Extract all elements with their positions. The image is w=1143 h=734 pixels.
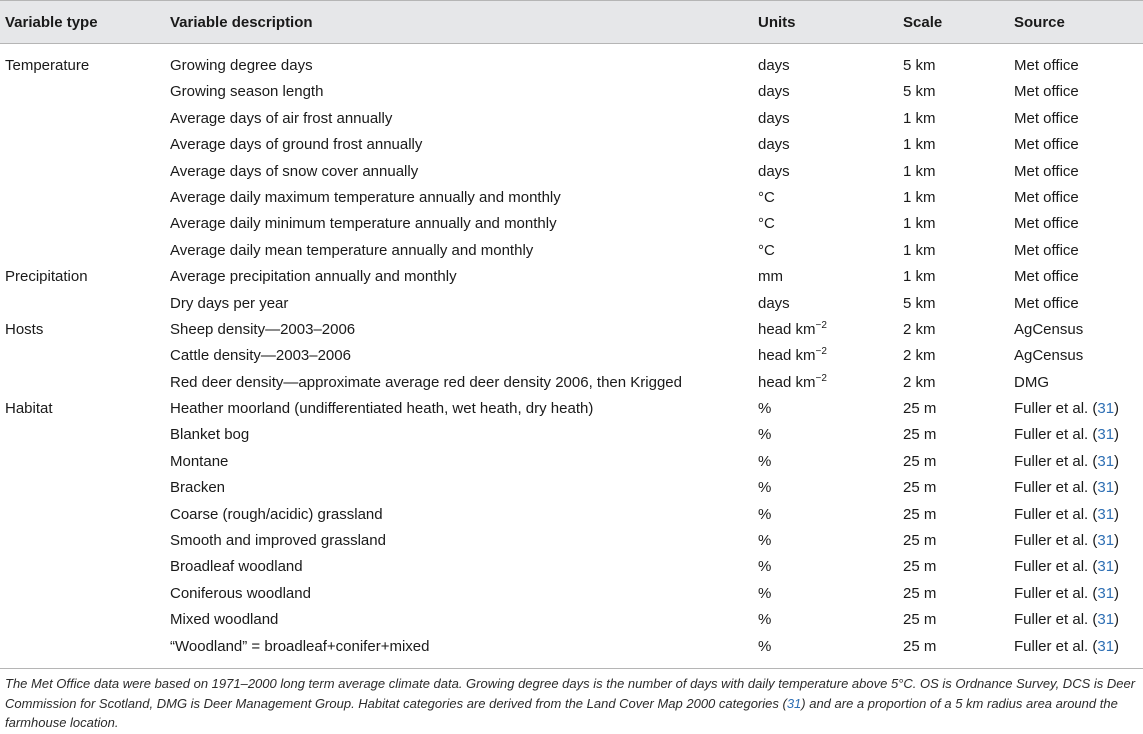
- cell-units: [758, 295, 790, 313]
- cell-source: [1014, 215, 1079, 233]
- source-citation-link[interactable]: 31: [1097, 505, 1115, 523]
- cell-units: [758, 83, 790, 101]
- source-text-end: ): [1114, 637, 1120, 655]
- cell-variable-description: Coarse (rough/acidic) grassland: [170, 505, 383, 523]
- cell-scale: 25 m: [903, 532, 937, 550]
- cell-variable-type: Temperature: [5, 57, 90, 74]
- cell-units: [758, 136, 790, 154]
- table-row: [0, 186, 1143, 212]
- cell-source: [1014, 611, 1119, 629]
- source-citation-link[interactable]: 31: [1097, 611, 1115, 629]
- cell-units: [758, 400, 771, 418]
- cell-variable-type: Precipitation: [5, 268, 88, 286]
- units-text: days: [758, 109, 790, 127]
- units-text: %: [758, 532, 772, 550]
- cell-scale: 25 m: [903, 637, 937, 655]
- header-units: Units: [758, 14, 796, 31]
- cell-units: [758, 163, 790, 181]
- cell-variable-description: Average daily mean temperature annually and monthly: [170, 241, 534, 259]
- units-text: %: [758, 426, 772, 444]
- units-text: %: [758, 584, 772, 602]
- source-text: Fuller et al. (: [1014, 558, 1098, 576]
- units-text: %: [758, 479, 772, 497]
- cell-variable-description: Average days of ground frost annually: [170, 136, 423, 154]
- cell-source: [1014, 321, 1083, 339]
- source-text: Fuller et al. (: [1014, 400, 1098, 418]
- source-citation-link[interactable]: 31: [1097, 532, 1115, 550]
- cell-variable-description: Bracken: [170, 479, 226, 497]
- source-text: Met office: [1014, 188, 1079, 206]
- units-text: °C: [758, 188, 775, 206]
- table-row: [0, 107, 1143, 133]
- units-text: °C: [758, 241, 775, 259]
- cell-scale: 1 km: [903, 162, 936, 180]
- cell-units: [758, 57, 790, 75]
- source-text: Met office: [1014, 268, 1079, 286]
- cell-scale: 2 km: [903, 347, 936, 365]
- footnote-text-end: ) and are a proportion of a 5 km radius area around the farmhouse location.: [5, 695, 1118, 730]
- table-row: [0, 582, 1143, 608]
- source-citation-link[interactable]: 31: [1097, 452, 1115, 470]
- cell-units: [758, 215, 775, 233]
- cell-scale: 5 km: [903, 57, 936, 74]
- cell-scale: 25 m: [903, 426, 937, 444]
- source-text: Fuller et al. (: [1014, 452, 1098, 470]
- source-text: Met office: [1014, 162, 1079, 180]
- source-text: Met office: [1014, 294, 1079, 312]
- table-row: [0, 423, 1143, 449]
- table-bottom-rule: [0, 668, 1143, 669]
- units-text: head km: [758, 373, 816, 391]
- cell-variable-type: Habitat: [5, 400, 53, 418]
- cell-variable-description: Red deer density—approximate average red deer density 2006, then Krigged: [170, 373, 682, 391]
- cell-source: [1014, 453, 1119, 471]
- cell-scale: 1 km: [903, 215, 936, 233]
- source-text: Fuller et al. (: [1014, 611, 1098, 629]
- cell-variable-description: Heather moorland (undifferentiated heath, wet heath, dry heath): [170, 400, 594, 418]
- table-body: [0, 44, 1143, 661]
- source-text-end: ): [1114, 452, 1120, 470]
- cell-variable-description: Blanket bog: [170, 426, 250, 444]
- units-text: days: [758, 162, 790, 180]
- units-text: days: [758, 136, 790, 154]
- source-text: Met office: [1014, 57, 1079, 74]
- source-text: Met office: [1014, 109, 1079, 127]
- cell-units: [758, 110, 790, 128]
- units-text: days: [758, 57, 790, 74]
- header-source: Source: [1014, 14, 1065, 31]
- table-row: [0, 80, 1143, 106]
- source-text: Fuller et al. (: [1014, 637, 1098, 655]
- table-row: [0, 54, 1143, 80]
- units-exponent: −2: [815, 319, 827, 331]
- source-text: Met office: [1014, 215, 1079, 233]
- cell-source: [1014, 163, 1079, 181]
- cell-variable-description: Average days of air frost annually: [170, 109, 393, 127]
- source-text: AgCensus: [1014, 347, 1084, 365]
- cell-variable-description: Average days of snow cover annually: [170, 162, 419, 180]
- cell-scale: 25 m: [903, 558, 937, 576]
- table-row: [0, 450, 1143, 476]
- source-text-end: ): [1114, 479, 1120, 497]
- source-text: Met office: [1014, 83, 1079, 101]
- cell-scale: 5 km: [903, 294, 936, 312]
- source-text: Fuller et al. (: [1014, 479, 1098, 497]
- cell-scale: 5 km: [903, 83, 936, 101]
- footnote-citation-link[interactable]: 31: [786, 695, 802, 711]
- cell-units: [758, 453, 771, 471]
- source-text: Met office: [1014, 136, 1079, 154]
- table-row: [0, 476, 1143, 502]
- cell-scale: 1 km: [903, 241, 936, 259]
- footnote-text: The Met Office data were based on 1971–2000 long term average climate data. Growing degree days is the number of days with daily temperature above 5°C. OS is Ordnance Survey, DCS is Deer Commission for Scotland, DMG is Deer Management Group. Habitat categories are derived from the Land Cover Map 2000 categories (: [5, 676, 1136, 711]
- cell-variable-description: Average daily minimum temperature annually and monthly: [170, 215, 557, 233]
- table-row: [0, 160, 1143, 186]
- cell-units: [758, 426, 771, 444]
- cell-source: [1014, 242, 1079, 260]
- cell-scale: 25 m: [903, 611, 937, 629]
- table-row: [0, 133, 1143, 159]
- source-citation-link[interactable]: 31: [1097, 584, 1115, 602]
- cell-units: [758, 374, 827, 392]
- cell-variable-description: Mixed woodland: [170, 611, 279, 629]
- source-citation-link[interactable]: 31: [1097, 400, 1115, 418]
- source-text-end: ): [1114, 532, 1120, 550]
- cell-units: [758, 189, 775, 207]
- source-citation-link[interactable]: 31: [1097, 558, 1115, 576]
- table-row: [0, 555, 1143, 581]
- cell-source: [1014, 83, 1079, 101]
- cell-variable-description: Dry days per year: [170, 294, 289, 312]
- cell-source: [1014, 400, 1119, 418]
- cell-units: [758, 268, 783, 286]
- table-row: [0, 397, 1143, 423]
- source-text-end: ): [1114, 558, 1120, 576]
- units-text: %: [758, 558, 772, 576]
- source-citation-link[interactable]: 31: [1097, 426, 1115, 444]
- cell-variable-description: Growing degree days: [170, 57, 313, 74]
- table-row: [0, 635, 1143, 661]
- source-text-end: ): [1114, 426, 1120, 444]
- cell-source: [1014, 558, 1119, 576]
- units-exponent: −2: [815, 346, 827, 358]
- cell-scale: 25 m: [903, 479, 937, 497]
- cell-units: [758, 532, 771, 550]
- cell-source: [1014, 295, 1079, 313]
- header-variable-description: Variable description: [170, 14, 313, 31]
- cell-scale: 2 km: [903, 373, 936, 391]
- source-text: DMG: [1014, 373, 1049, 391]
- cell-scale: 1 km: [903, 268, 936, 286]
- units-text: days: [758, 83, 790, 101]
- cell-source: [1014, 585, 1119, 603]
- cell-source: [1014, 532, 1119, 550]
- cell-source: [1014, 189, 1079, 207]
- cell-source: [1014, 374, 1049, 392]
- table-footnote: [5, 674, 1138, 733]
- cell-units: [758, 638, 771, 656]
- table-row: [0, 503, 1143, 529]
- cell-units: [758, 242, 775, 260]
- table-row: [0, 529, 1143, 555]
- units-text: %: [758, 400, 772, 418]
- cell-variable-description: Coniferous woodland: [170, 584, 311, 602]
- units-text: mm: [758, 268, 783, 286]
- cell-variable-description: Smooth and improved grassland: [170, 532, 386, 550]
- cell-source: [1014, 110, 1079, 128]
- cell-units: [758, 479, 771, 497]
- source-text: AgCensus: [1014, 320, 1084, 338]
- table-row: [0, 239, 1143, 265]
- units-text: head km: [758, 320, 816, 338]
- units-text: head km: [758, 347, 816, 365]
- cell-scale: 1 km: [903, 109, 936, 127]
- source-text: Fuller et al. (: [1014, 584, 1098, 602]
- units-text: °C: [758, 215, 775, 233]
- source-text: Fuller et al. (: [1014, 505, 1098, 523]
- units-text: days: [758, 294, 790, 312]
- cell-units: [758, 558, 771, 576]
- cell-variable-description: Broadleaf woodland: [170, 558, 303, 576]
- cell-variable-description: “Woodland” = broadleaf+conifer+mixed: [170, 637, 430, 655]
- source-text-end: ): [1114, 505, 1120, 523]
- source-text: Fuller et al. (: [1014, 426, 1098, 444]
- cell-units: [758, 506, 771, 524]
- source-text-end: ): [1114, 611, 1120, 629]
- cell-source: [1014, 268, 1079, 286]
- source-text-end: ): [1114, 400, 1120, 418]
- units-text: %: [758, 637, 772, 655]
- cell-source: [1014, 347, 1083, 365]
- cell-variable-description: Average daily maximum temperature annually and monthly: [170, 188, 561, 206]
- cell-variable-description: Montane: [170, 452, 229, 470]
- table-row: [0, 608, 1143, 634]
- cell-units: [758, 611, 771, 629]
- cell-variable-description: Average precipitation annually and monthly: [170, 268, 457, 286]
- source-citation-link[interactable]: 31: [1097, 637, 1115, 655]
- header-variable-type: Variable type: [5, 14, 98, 31]
- table-header: [0, 0, 1143, 44]
- cell-units: [758, 321, 827, 339]
- cell-scale: 1 km: [903, 136, 936, 154]
- units-text: %: [758, 611, 772, 629]
- source-text: Fuller et al. (: [1014, 532, 1098, 550]
- cell-source: [1014, 136, 1079, 154]
- source-citation-link[interactable]: 31: [1097, 479, 1115, 497]
- cell-units: [758, 347, 827, 365]
- cell-scale: 2 km: [903, 320, 936, 338]
- source-text-end: ): [1114, 584, 1120, 602]
- cell-variable-description: Cattle density—2003–2006: [170, 347, 351, 365]
- cell-scale: 1 km: [903, 188, 936, 206]
- table-row: [0, 371, 1143, 397]
- cell-scale: 25 m: [903, 400, 937, 418]
- table-row: [0, 318, 1143, 344]
- cell-source: [1014, 479, 1119, 497]
- units-exponent: −2: [815, 372, 827, 384]
- source-text: Met office: [1014, 241, 1079, 259]
- units-text: %: [758, 452, 772, 470]
- cell-scale: 25 m: [903, 584, 937, 602]
- table-row: [0, 344, 1143, 370]
- cell-source: [1014, 426, 1119, 444]
- cell-scale: 25 m: [903, 505, 937, 523]
- table-row: [0, 265, 1143, 291]
- header-scale: Scale: [903, 14, 943, 31]
- cell-variable-type: Hosts: [5, 320, 44, 338]
- cell-source: [1014, 506, 1119, 524]
- cell-source: [1014, 638, 1119, 656]
- cell-variable-description: Growing season length: [170, 83, 324, 101]
- cell-variable-description: Sheep density—2003–2006: [170, 320, 356, 338]
- cell-units: [758, 585, 771, 603]
- cell-source: [1014, 57, 1079, 75]
- table-row: [0, 212, 1143, 238]
- table-row: [0, 292, 1143, 318]
- units-text: %: [758, 505, 772, 523]
- cell-scale: 25 m: [903, 452, 937, 470]
